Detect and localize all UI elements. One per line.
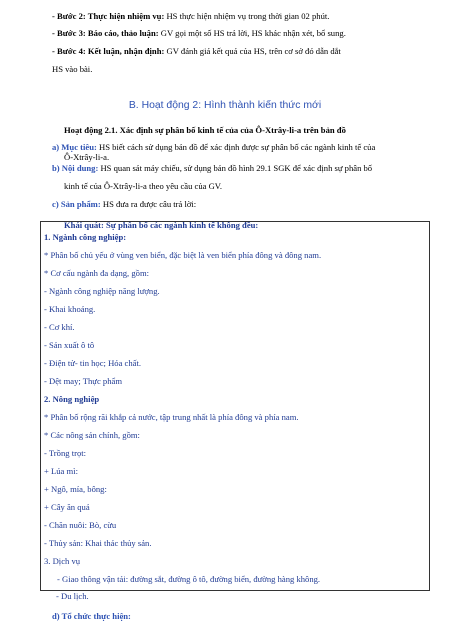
organization-label: d) Tổ chức thực hiện: <box>52 611 131 621</box>
industry-line: - Dệt may; Thực phẩm <box>44 376 123 386</box>
service-title: 3. Dịch vụ <box>44 556 81 566</box>
agriculture-line: + Lúa mì: <box>44 466 78 476</box>
step-3 <box>52 28 346 39</box>
industry-line: - Sản xuất ô tô <box>44 340 95 350</box>
activity-title: Hoạt động 2.1. Xác định sự phân bố kinh tế của của Ô-Xtrây-li-a trên bản đồ <box>64 125 346 135</box>
step-4-label: - Bước 4: Kết luận, nhận định: <box>52 46 165 56</box>
agriculture-line: * Phân bố rộng rãi khắp cả nước, tập trung nhất là phía đông và phía nam. <box>44 412 299 422</box>
agriculture-title: 2. Nông nghiệp <box>44 394 100 404</box>
content <box>52 163 372 174</box>
product-text: HS đưa ra được câu trả lời: <box>100 199 197 209</box>
objective-label: a) Mục tiêu: <box>52 142 97 152</box>
industry-line: - Ngành công nghiệp năng lượng. <box>44 286 160 296</box>
industry-line: * Phân bố chủ yếu ở vùng ven biển, đặc biệt là ven biển phía đông và đông nam. <box>44 250 322 260</box>
industry-line: - Điện tử- tin học; Hóa chất. <box>44 358 142 368</box>
step-4-text: GV đánh giá kết quả của HS, trên cơ sở đó dẫn dắt <box>164 46 341 56</box>
industry-line: - Khai khoáng. <box>44 304 96 314</box>
content-text: HS quan sát máy chiếu, sử dụng bản đồ hình 29.1 SGK để xác định sự phân bố <box>98 163 373 173</box>
step-4 <box>52 46 341 57</box>
agriculture-line: - Thủy sản: Khai thác thủy sản. <box>44 538 152 548</box>
industry-line: - Cơ khí. <box>44 322 75 332</box>
objective-continuation: Ô-Xtrây-li-a. <box>64 152 110 162</box>
industry-line: * Cơ cấu ngành đa dạng, gồm: <box>44 268 150 278</box>
service-line: - Du lịch. <box>56 591 89 601</box>
agriculture-line: - Chăn nuôi: Bò, cừu <box>44 520 117 530</box>
step-3-label: - Bước 3: Báo cáo, thảo luận: <box>52 28 159 38</box>
agriculture-line: + Ngô, mía, bông: <box>44 484 107 494</box>
step-2-label: - Bước 2: Thực hiện nhiệm vụ: <box>52 11 165 21</box>
step-3-text: GV gọi một số HS trả lời, HS khác nhận xét, bổ sung. <box>158 28 346 38</box>
section-title: B. Hoạt động 2: Hình thành kiến thức mới <box>128 100 322 111</box>
content-continuation: kinh tế của Ô-Xtrây-li-a theo yêu cầu của GV. <box>64 181 223 191</box>
content-label: b) Nội dung: <box>52 163 99 173</box>
step-2 <box>52 11 329 22</box>
product <box>52 199 196 210</box>
service-line: - Giao thông vận tải: đường sắt, đường ô tô, đường biển, đường hàng không. <box>57 574 321 584</box>
product-label: c) Sản phẩm: <box>52 199 101 209</box>
step-4-text-2: HS vào bài. <box>52 64 93 74</box>
agriculture-line: * Các nông sản chính, gồm: <box>44 430 140 440</box>
industry-title: 1. Ngành công nghiệp: <box>44 232 127 242</box>
summary-box <box>40 221 430 591</box>
objective-text: HS biết cách sử dụng bản đồ để xác định được sự phân bố các ngành kinh tế của <box>96 142 376 152</box>
box-heading: Khái quát: Sự phân bố các ngành kinh tế không đều: <box>64 220 259 230</box>
step-2-text: HS thực hiện nhiệm vụ trong thời gian 02 phút. <box>164 11 330 21</box>
agriculture-line: - Trồng trọt: <box>44 448 87 458</box>
step-4-continuation <box>52 64 92 75</box>
agriculture-line: + Cây ăn quả <box>44 502 90 512</box>
